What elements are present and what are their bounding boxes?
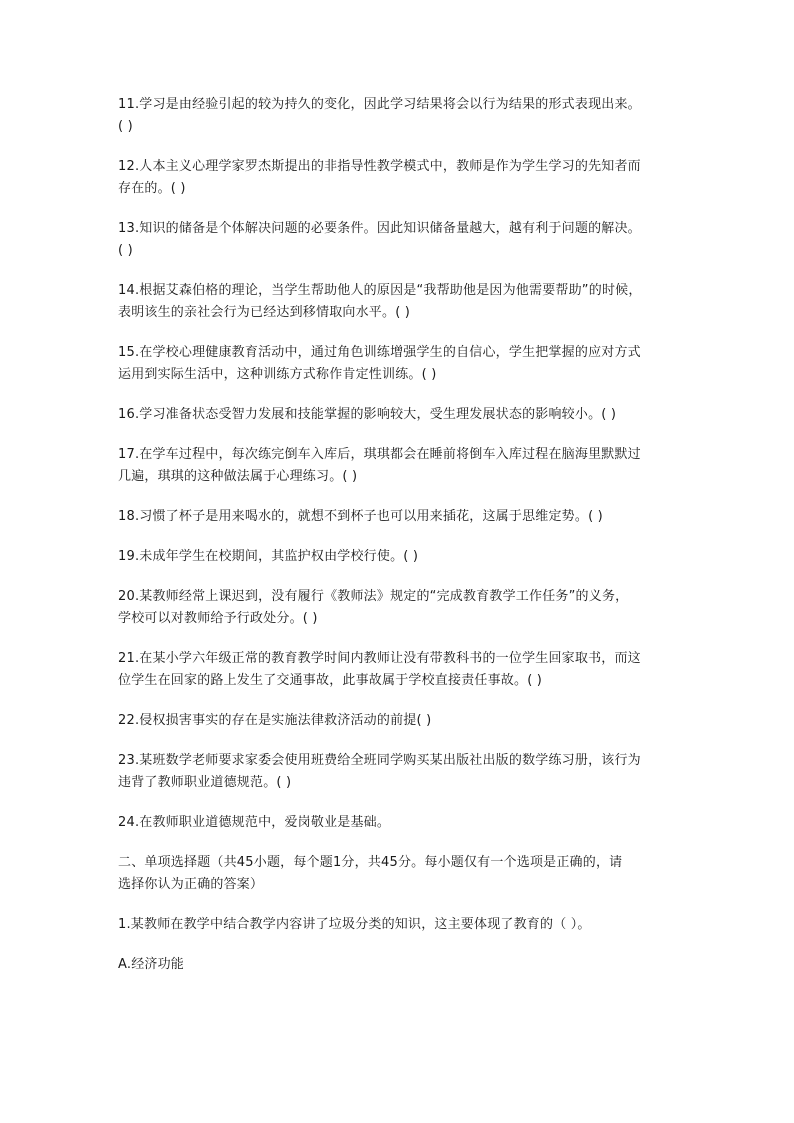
question-17: 17.在学车过程中，每次练完倒车入库后，琪琪都会在睡前将倒车入库过程在脑海里默默过 几遍，琪琪的这种做法属于心理练习。( ) [118,447,641,484]
question-14: 14.根据艾森伯格的理论，当学生帮助他人的原因是“我帮助他是因为他需要帮助”的时候， 表明该生的亲社会行为已经达到移情取向水平。( ) [118,283,642,320]
question-23: 23.某班数学老师要求家委会使用班费给全班同学购买某出版社出版的数学练习册，该行为 违背了教师职业道德规范。( ) [118,753,641,790]
question-24: 24.在教师职业道德规范中，爱岗敬业是基础。 [118,815,391,830]
question-15: 15.在学校心理健康教育活动中，通过角色训练增强学生的自信心，学生把掌握的应对方式 运用到实际生活中，这种训练方式称作肯定性训练。( ) [118,345,641,382]
question-11: 11.学习是由经验引起的较为持久的变化，因此学习结果将会以行为结果的形式表现出来。 ( ) [118,97,641,134]
question-18: 18.习惯了杯子是用来喝水的，就想不到杯子也可以用来插花，这属于思维定势。( ) [118,509,603,524]
question-16: 16.学习准备状态受智力发展和技能掌握的影响较大，受生理发展状态的影响较小。( ) [118,407,617,422]
section-heading: 二、单项选择题（共45小题，每个题1分，共45分。每小题仅有一个选项是正确的，请 选择你认为正确的答案） [118,855,623,892]
option-a: A.经济功能 [118,957,184,972]
question-20: 20.某教师经常上课迟到，没有履行《教师法》规定的“完成教育教学工作任务”的义务， 学校可以对教师给予行政处分。( ) [118,589,629,626]
question-21: 21.在某小学六年级正常的教育教学时间内教师让没有带教科书的一位学生回家取书，而这 位学生在回家的路上发生了交通事故，此事故属于学校直接责任事故。( ) [118,651,641,688]
question-19: 19.未成年学生在校期间，其监护权由学校行使。( ) [118,549,419,564]
question-12: 12.人本主义心理学家罗杰斯提出的非指导性教学模式中，教师是作为学生学习的先知者而 存在的。( ) [118,159,641,196]
question-22: 22.侵权损害事实的存在是实施法律救济活动的前提( ) [118,713,432,728]
question-13: 13.知识的储备是个体解决问题的必要条件。因此知识储备量越大，越有利于问题的解决。 ( ) [118,221,641,258]
choice-question-1: 1.某教师在教学中结合教学内容讲了垃圾分类的知识，这主要体现了教育的（ ）。 [118,917,591,932]
document-page [118,94,680,976]
